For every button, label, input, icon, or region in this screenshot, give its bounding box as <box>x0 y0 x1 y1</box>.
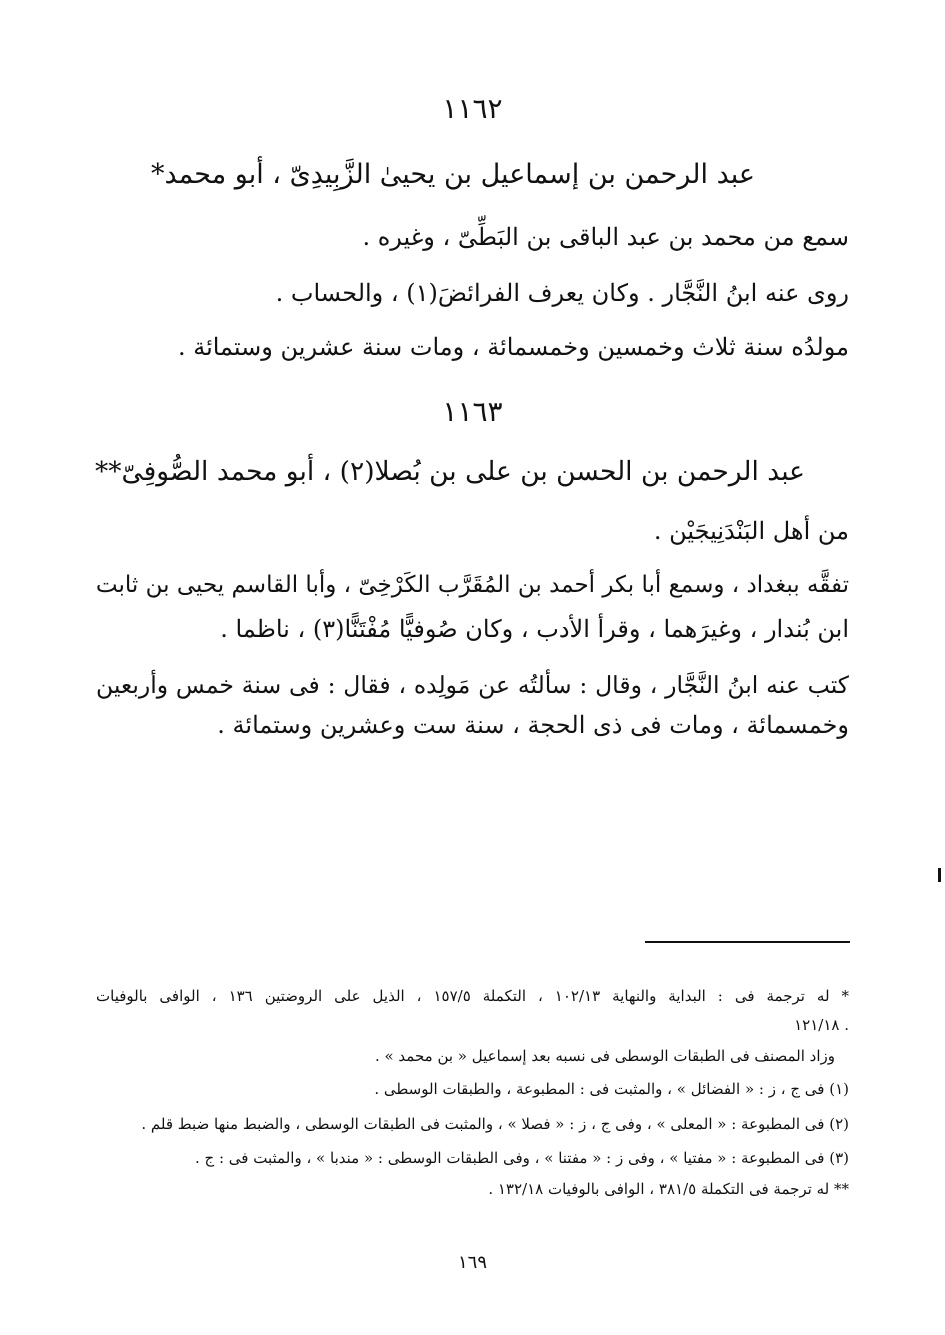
entry-line: مولدُه سنة ثلاث وخمسين وخمسمائة ، ومات سنة عشرين وستمائة . <box>177 333 849 361</box>
entry-heading: عبد الرحمن بن إسماعيل بن يحيىٰ الزَّبِيدِىّ ، أبو محمد* <box>151 159 755 190</box>
entry-line: من أهل البَنْدَنِيجَيْن . <box>653 517 849 545</box>
footnote: ** له ترجمة فى التكملة ٣٨١/٥ ، الوافى بالوفيات ١٣٢/١٨ . <box>488 1180 849 1198</box>
entry-line: وخمسمائة ، ومات فى ذى الحجة ، سنة ست وعشرين وستمائة . <box>217 711 849 739</box>
footnote: وزاد المصنف فى الطبقات الوسطى فى نسبه بعد إسماعيل « بن محمد » . <box>374 1047 835 1065</box>
footnote: ١٢١/١٨ . <box>794 1016 849 1034</box>
footnote: * له ترجمة فى : البداية والنهاية ١٠٢/١٣ ، التكملة ١٥٧/٥ ، الذيل على الروضتين ١٣٦ ، الوافى بالوفيات <box>96 987 849 1005</box>
entry-line: سمع من محمد بن عبد الباقى بن البَطِّىّ ، وغيره . <box>362 223 849 251</box>
entry-number: ١١٦٣ <box>442 395 503 428</box>
entry-line: ابن بُندار ، وغيرَهما ، وقرأ الأدب ، وكان صُوفيًّا مُفْتَنًّا(٣) ، ناظما . <box>220 615 849 643</box>
footnote: (١) فى ج ، ز : « الفضائل » ، والمثبت فى : المطبوعة ، والطبقات الوسطى . <box>374 1080 849 1098</box>
footnote: (٣) فى المطبوعة : « مفتيا » ، وفى ز : « مفتنا » ، وفى الطبقات الوسطى : « مندبا » ، والمثبت فى : ج . <box>195 1149 849 1167</box>
entry-line: تفقَّه ببغداد ، وسمع أبا بكر أحمد بن المُقَرَّب الكَرْخِىّ ، وأبا القاسم يحيى بن ثابت <box>95 572 849 598</box>
entry-line: كتب عنه ابنُ النَّجَّار ، وقال : سألتُه عن مَولِده ، فقال : فى سنة خمس وأربعين <box>96 671 849 699</box>
page-number: ١٦٩ <box>457 1252 487 1273</box>
entry-number: ١١٦٢ <box>442 92 503 125</box>
entry-line: روى عنه ابنُ النَّجَّار . وكان يعرف الفرائضَ(١) ، والحساب . <box>275 279 849 307</box>
footnote: (٢) فى المطبوعة : « المعلى » ، وفى ج ، ز : « فصلا » ، والمثبت فى الطبقات الوسطى ، والضبط منها ضبط قلم . <box>141 1115 849 1133</box>
footnote-separator <box>645 941 850 943</box>
entry-heading: عبد الرحمن بن الحسن بن على بن بُصلا(٢) ، أبو محمد الصُّوفِىّ** <box>95 456 805 487</box>
margin-mark <box>938 868 941 882</box>
